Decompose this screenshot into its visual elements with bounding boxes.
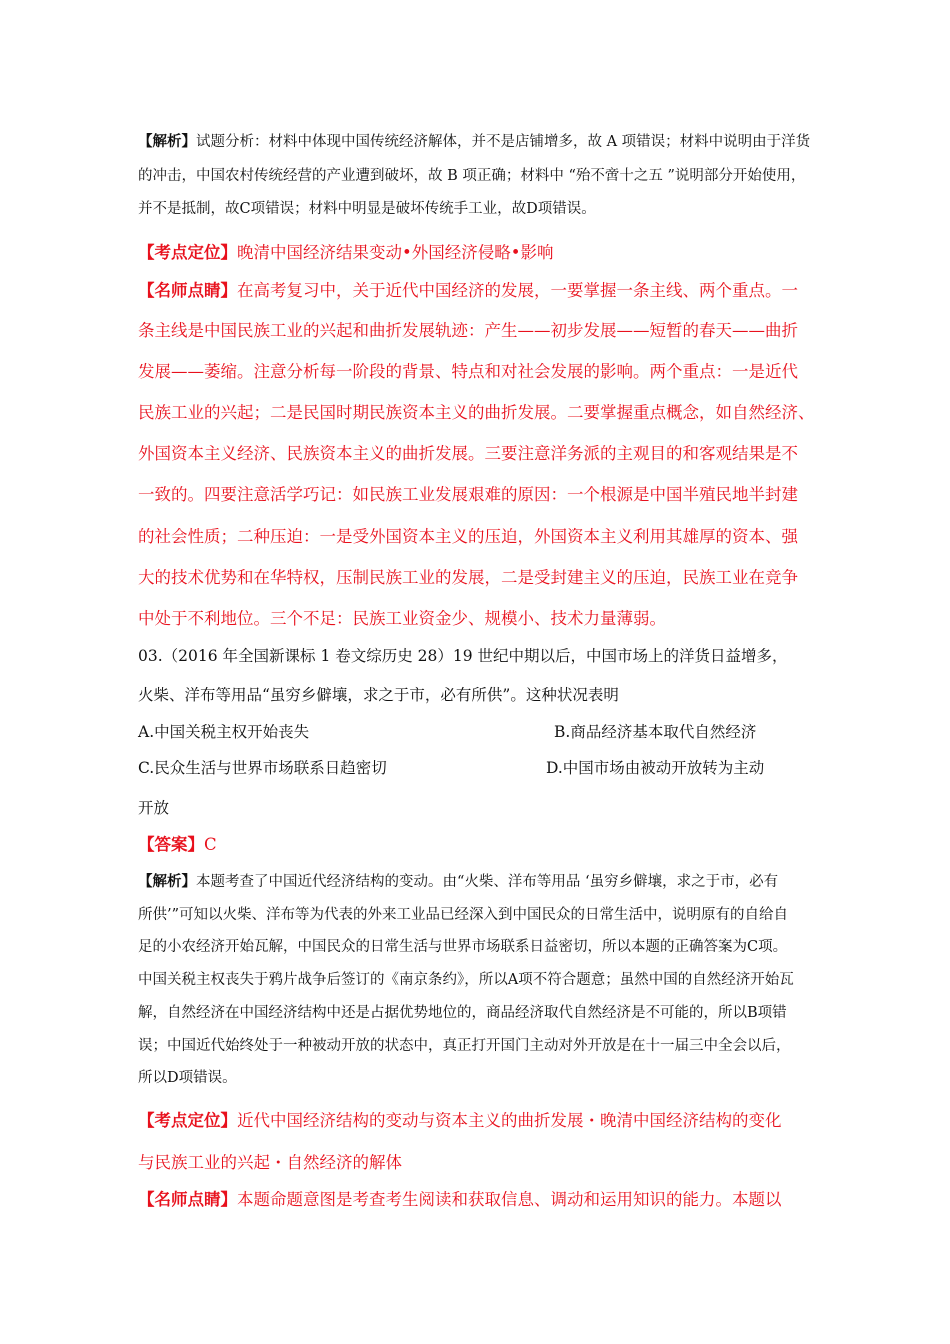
mingshi2-tag: 【名师点睛】	[138, 1190, 237, 1209]
mingshi-line-9: 中处于不利地位。三个不足：民族工业资金少、规模小、技术力量薄弱。	[138, 609, 666, 628]
answer-tag: 【答案】	[138, 835, 204, 854]
answer-line	[138, 834, 217, 856]
option-b: B.商品经济基本取代自然经济	[554, 723, 757, 741]
analysis2-line-1	[138, 872, 778, 892]
mingshi-line-3: 发展——萎缩。注意分析每一阶段的背景、特点和对社会发展的影响。两个重点：一是近代	[138, 362, 798, 381]
analysis2-line-3: 足的小农经济开始瓦解，中国民众的日常生活与世界市场联系日益密切，所以本题的正确答案为C项。	[138, 939, 788, 955]
analysis2-text: 本题考查了中国近代经济结构的变动。由“火柴、洋布等用品 ‘虽穷乡僻壤，求之于市，必有	[196, 874, 779, 890]
mingshi-line-2: 条主线是中国民族工业的兴起和曲折发展轨迹：产生——初步发展——短暂的春天——曲折	[138, 321, 798, 340]
mingshi2-text: 本题命题意图是考查考生阅读和获取信息、调动和运用知识的能力。本题以	[237, 1190, 782, 1209]
analysis-tag: 【解析】	[138, 133, 196, 150]
analysis2-line-6: 误；中国近代始终处于一种被动开放的状态中，真正打开国门主动对外开放是在十一届三中全会以后，	[138, 1038, 791, 1054]
option-a: A.中国关税主权开始丧失	[138, 723, 310, 741]
mingshi-line-1	[138, 280, 798, 302]
analysis-text: 试题分析：材料中体现中国传统经济解体，并不是店铺增多，故 A 项错误；材料中说明由于洋货	[196, 134, 811, 150]
mingshi-line-5: 外国资本主义经济、民族资本主义的曲折发展。三要注意洋务派的主观目的和客观结果是不	[138, 444, 798, 463]
mingshi2-line	[138, 1189, 782, 1211]
option-c: C.民众生活与世界市场联系日趋密切	[138, 759, 387, 777]
kaodian2-line-2: 与民族工业的兴起・自然经济的解体	[138, 1153, 402, 1172]
kaodian-tag: 【考点定位】	[138, 243, 237, 262]
analysis2-tag: 【解析】	[138, 873, 196, 890]
mingshi-line-7: 的社会性质；二种压迫：一是受外国资本主义的压迫，外国资本主义利用其雄厚的资本、强	[138, 527, 798, 546]
answer-value: C	[204, 835, 217, 854]
analysis2-line-4: 中国关税主权丧失于鸦片战争后签订的《南京条约》，所以A项不符合题意；虽然中国的自然经济开始瓦	[138, 972, 794, 988]
kaodian-text: 晚清中国经济结果变动•外国经济侵略•影响	[237, 243, 554, 262]
mingshi-line-8: 大的技术优势和在华特权，压制民族工业的发展，二是受封建主义的压迫，民族工业在竞争	[138, 568, 798, 587]
question-line-1: 03.（2016 年全国新课标 1 卷文综历史 28）19 世纪中期以后，中国市场上的洋货日益增多，	[138, 647, 788, 665]
mingshi-tag: 【名师点睛】	[138, 281, 237, 300]
kaodian2-line-1	[138, 1110, 782, 1132]
mingshi-text: 在高考复习中，关于近代中国经济的发展，一要掌握一条主线、两个重点。一	[237, 281, 798, 300]
analysis2-line-2: 所供’”可知以火柴、洋布等为代表的外来工业品已经深入到中国民众的日常生活中，说明原有的自给自	[138, 907, 789, 923]
analysis2-line-5: 解，自然经济在中国经济结构中还是占据优势地位的，商品经济取代自然经济是不可能的，所以B项错	[138, 1005, 787, 1021]
analysis-line-1	[138, 132, 810, 152]
option-d: D.中国市场由被动开放转为主动	[546, 759, 765, 777]
kaodian2-text: 近代中国经济结构的变动与资本主义的曲折发展・晚清中国经济结构的变化	[237, 1111, 782, 1130]
analysis2-line-7: 所以D项错误。	[138, 1070, 237, 1086]
mingshi-line-4: 民族工业的兴起；二是民国时期民族资本主义的曲折发展。二要掌握重点概念，如自然经济、	[138, 403, 815, 422]
mingshi-line-6: 一致的。四要注意活学巧记：如民族工业发展艰难的原因：一个根源是中国半殖民地半封建	[138, 485, 798, 504]
option-d-continued: 开放	[138, 799, 170, 817]
analysis-line-3: 并不是抵制，故C项错误；材料中明显是破坏传统手工业，故D项错误。	[138, 201, 596, 217]
kaodian-line	[138, 242, 553, 264]
kaodian2-tag: 【考点定位】	[138, 1111, 237, 1130]
analysis-line-2: 的冲击，中国农村传统经营的产业遭到破坏，故 B 项正确；材料中 “殆不啻十之五 ”说明部分开始使用，	[138, 168, 806, 184]
question-line-2: 火柴、洋布等用品“虽穷乡僻壤，求之于市，必有所供”。这种状况表明	[138, 686, 619, 704]
